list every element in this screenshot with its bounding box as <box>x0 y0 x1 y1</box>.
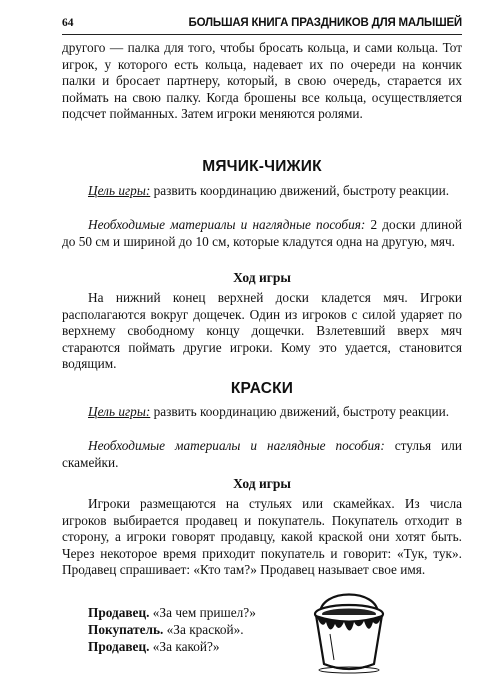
game1-materials-label: Необходимые материалы и наглядные пособия: <box>88 217 366 232</box>
dialog-speaker: Продавец. <box>88 639 150 654</box>
running-title: БОЛЬШАЯ КНИГА ПРАЗДНИКОВ ДЛЯ МАЛЫШЕЙ <box>188 17 462 29</box>
game2-materials <box>62 438 462 471</box>
game2-course-title: Ход игры <box>233 476 291 491</box>
dialog-text: «За краской». <box>163 622 244 637</box>
dialog-text: «За чем пришел?» <box>149 605 256 620</box>
game1-title: МЯЧИК-ЧИЖИК <box>202 158 322 175</box>
page-header <box>62 16 462 35</box>
game2-materials-label: Необходимые материалы и наглядные пособия: <box>88 438 385 453</box>
dialog-text: «За какой?» <box>149 639 220 654</box>
intro-paragraph: другого — палка для того, чтобы бросать кольца, и сами кольца. Тот игрок, у которого есть кольца, надевает их по очереди на кончик палки и бросает партнеру, который, в свою очередь, старается их поймать на свою палку. Когда брошены все кольца, осуществляется подсчет пойманных. Затем игроки меняются ролями. <box>62 40 462 122</box>
game1-goal-text: развить координацию движений, быстроту реакции. <box>150 183 450 198</box>
game2-title: КРАСКИ <box>230 380 294 397</box>
game1-materials-text: 2 доски длиной до 50 см и шириной до 10 см, которые кладутся одна на другую, мяч. <box>62 217 462 249</box>
game1-materials <box>62 217 462 250</box>
game2-goal-text: развить координацию движений, быстроту реакции. <box>150 404 450 419</box>
dialog-speaker: Продавец. <box>88 605 150 620</box>
game1-course-title: Ход игры <box>233 270 291 285</box>
game2-goal <box>62 404 462 421</box>
game2-goal-label: Цель игры: <box>88 404 151 419</box>
game1-goal <box>62 183 462 200</box>
page-number: 64 <box>62 17 74 29</box>
game1-course-text: На нижний конец верхней доски кладется мяч. Игроки располагаются вокруг дощечек. Один из игроков с силой ударяет по верхнему свободному концу дощечки. Взлетевший вверх мяч стараются поймать другие игроки. Кому это удается, становится водящим. <box>62 290 462 372</box>
paint-bucket-icon <box>302 584 396 676</box>
game1-goal-label: Цель игры: <box>88 183 151 198</box>
game2-materials-text: стулья или скамейки. <box>62 438 462 470</box>
dialog-speaker: Покупатель. <box>88 622 164 637</box>
game2-course-text: Игроки размещаются на стульях или скамейках. Из числа игроков выбирается продавец и покупатель. Покупатель отходит в сторону, а игроки говорят продавцу, какой краской они хотят быть. Через некоторое время приходит покупатель и говорит: «Тук, тук». Продавец спрашивает: «Кто там?» Продавец называет свое имя. <box>62 496 462 578</box>
